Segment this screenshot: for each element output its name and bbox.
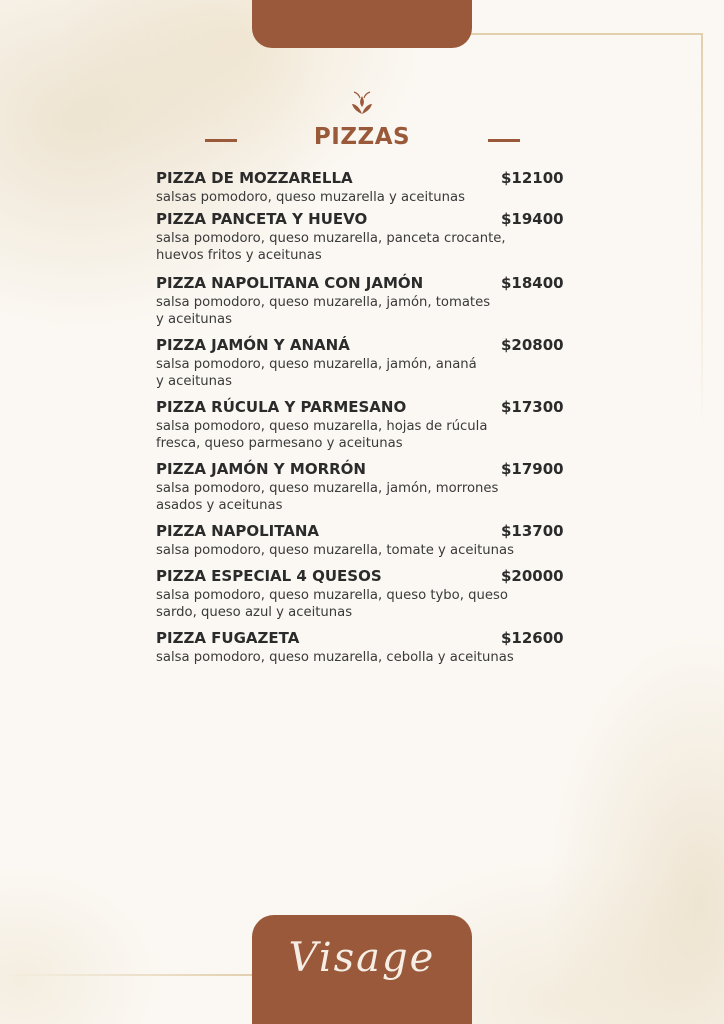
menu-item-description bbox=[156, 649, 586, 666]
menu-item-name: PIZZA ESPECIAL 4 QUESOS bbox=[156, 567, 382, 585]
menu-item-description bbox=[156, 480, 586, 514]
description-line: y aceitunas bbox=[156, 312, 232, 327]
description-line: asados y aceitunas bbox=[156, 498, 283, 513]
menu-item-name: PIZZA DE MOZZARELLA bbox=[156, 169, 353, 187]
menu-item-name: PIZZA JAMÓN Y ANANÁ bbox=[156, 336, 350, 354]
menu-item bbox=[156, 629, 586, 666]
menu-item bbox=[156, 274, 586, 328]
menu-item-name: PIZZA FUGAZETA bbox=[156, 629, 300, 647]
description-line: huevos fritos y aceitunas bbox=[156, 248, 322, 263]
menu-item-price: $13700 bbox=[501, 522, 564, 540]
menu-item-description bbox=[156, 294, 586, 328]
menu-item-name: PIZZA RÚCULA Y PARMESANO bbox=[156, 398, 407, 416]
menu-item-description bbox=[156, 230, 586, 264]
menu-item bbox=[156, 398, 586, 452]
menu-item-name: PIZZA NAPOLITANA CON JAMÓN bbox=[156, 274, 424, 292]
description-line: fresca, queso parmesano y aceitunas bbox=[156, 436, 403, 451]
description-line: y aceitunas bbox=[156, 374, 232, 389]
menu-item-description bbox=[156, 542, 586, 559]
menu-item-header bbox=[156, 398, 586, 418]
description-line: salsas pomodoro, queso muzarella y aceitunas bbox=[156, 190, 465, 205]
menu-item-description bbox=[156, 418, 586, 452]
menu-item bbox=[156, 169, 586, 206]
menu-item-header bbox=[156, 210, 586, 230]
footer-tab bbox=[252, 915, 472, 1024]
menu-item-header bbox=[156, 169, 586, 189]
description-line: salsa pomodoro, queso muzarella, panceta crocante, bbox=[156, 231, 506, 246]
menu-item-name: PIZZA NAPOLITANA bbox=[156, 522, 320, 540]
menu-item-price: $17300 bbox=[501, 398, 564, 416]
menu-item-description bbox=[156, 189, 586, 206]
leaf-ornament-icon bbox=[350, 90, 374, 118]
title-rule-right bbox=[488, 139, 520, 142]
menu-item-price: $12100 bbox=[501, 169, 564, 187]
menu-item-header bbox=[156, 336, 586, 356]
menu-item-header bbox=[156, 274, 586, 294]
header-tab bbox=[252, 0, 472, 48]
menu-item-price: $12600 bbox=[501, 629, 564, 647]
menu-item-header bbox=[156, 460, 586, 480]
menu-item bbox=[156, 522, 586, 559]
menu-item-price: $18400 bbox=[501, 274, 564, 292]
description-line: salsa pomodoro, queso muzarella, queso tybo, queso bbox=[156, 588, 508, 603]
section-title: PIZZAS bbox=[313, 124, 411, 150]
menu-item-name: PIZZA JAMÓN Y MORRÓN bbox=[156, 460, 366, 478]
menu-item-price: $20000 bbox=[501, 567, 564, 585]
menu-item-price: $20800 bbox=[501, 336, 564, 354]
menu-item bbox=[156, 567, 586, 621]
menu-item bbox=[156, 460, 586, 514]
description-line: salsa pomodoro, queso muzarella, hojas de rúcula bbox=[156, 419, 488, 434]
brand-logo: Visage bbox=[288, 935, 436, 981]
menu-item-header bbox=[156, 629, 586, 649]
frame-line-top bbox=[470, 33, 702, 35]
menu-item bbox=[156, 336, 586, 390]
frame-line-bottom bbox=[0, 974, 252, 976]
menu-item-description bbox=[156, 356, 586, 390]
menu-item-header bbox=[156, 522, 586, 542]
frame-line-right bbox=[701, 33, 703, 433]
description-line: salsa pomodoro, queso muzarella, jamón, ananá bbox=[156, 357, 477, 372]
description-line: salsa pomodoro, queso muzarella, tomate y aceitunas bbox=[156, 543, 514, 558]
description-line: salsa pomodoro, queso muzarella, jamón, morrones bbox=[156, 481, 499, 496]
menu-item-price: $19400 bbox=[501, 210, 564, 228]
menu-item-price: $17900 bbox=[501, 460, 564, 478]
menu-item-description bbox=[156, 587, 586, 621]
menu-item-name: PIZZA PANCETA Y HUEVO bbox=[156, 210, 368, 228]
menu-item-header bbox=[156, 567, 586, 587]
menu-item bbox=[156, 210, 586, 264]
description-line: sardo, queso azul y aceitunas bbox=[156, 605, 353, 620]
menu-list bbox=[156, 169, 586, 666]
description-line: salsa pomodoro, queso muzarella, jamón, tomates bbox=[156, 295, 491, 310]
description-line: salsa pomodoro, queso muzarella, cebolla y aceitunas bbox=[156, 650, 514, 665]
